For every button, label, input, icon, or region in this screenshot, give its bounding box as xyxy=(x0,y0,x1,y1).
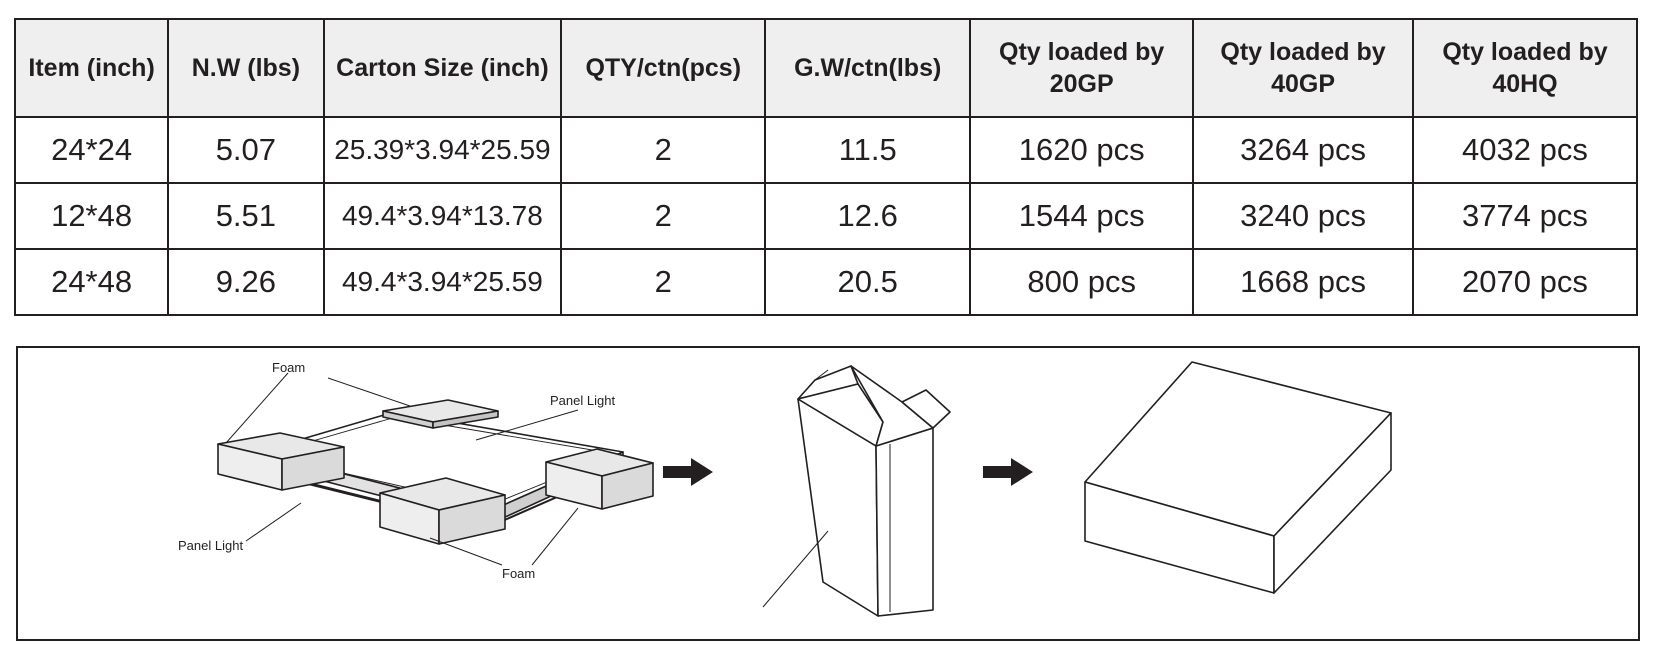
cell-qty-40gp: 3240 pcs xyxy=(1193,183,1413,249)
header-qty-per-carton: QTY/ctn(pcs) xyxy=(561,19,765,117)
foam-label-top: Foam xyxy=(272,360,306,375)
panel-light-label-top: Panel Light xyxy=(550,393,616,408)
cell-gross-weight: 11.5 xyxy=(765,117,970,183)
table-row xyxy=(15,249,1637,315)
cell-qty-per-carton: 2 xyxy=(561,117,765,183)
packing-process-illustration xyxy=(18,348,1638,639)
cell-qty-40hq: 3774 pcs xyxy=(1413,183,1637,249)
cell-item: 24*48 xyxy=(15,249,168,315)
cell-net-weight: 5.07 xyxy=(168,117,323,183)
cell-qty-40hq: 2070 pcs xyxy=(1413,249,1637,315)
cell-qty-20gp: 1620 pcs xyxy=(970,117,1193,183)
cell-gross-weight: 12.6 xyxy=(765,183,970,249)
table-header-row xyxy=(15,19,1637,117)
sealed-carton-icon xyxy=(1085,362,1391,593)
open-carton-icon xyxy=(763,366,950,616)
arrow-right-icon xyxy=(983,458,1033,486)
cell-gross-weight: 20.5 xyxy=(765,249,970,315)
table-row xyxy=(15,183,1637,249)
cell-qty-40gp: 1668 pcs xyxy=(1193,249,1413,315)
cell-qty-20gp: 800 pcs xyxy=(970,249,1193,315)
cell-net-weight: 5.51 xyxy=(168,183,323,249)
packing-spec-table xyxy=(14,18,1638,316)
cell-qty-per-carton: 2 xyxy=(561,183,765,249)
foam-label-bottom: Foam xyxy=(502,566,536,581)
cell-qty-per-carton: 2 xyxy=(561,249,765,315)
header-item: Item (inch) xyxy=(15,19,168,117)
cell-item: 24*24 xyxy=(15,117,168,183)
cell-item: 12*48 xyxy=(15,183,168,249)
cell-qty-20gp: 1544 pcs xyxy=(970,183,1193,249)
cell-qty-40gp: 3264 pcs xyxy=(1193,117,1413,183)
header-gross-weight: G.W/ctn(lbs) xyxy=(765,19,970,117)
header-qty-40hq: Qty loaded by 40HQ xyxy=(1413,19,1637,117)
header-net-weight: N.W (lbs) xyxy=(168,19,323,117)
table-row xyxy=(15,117,1637,183)
header-carton-size: Carton Size (inch) xyxy=(324,19,562,117)
cell-net-weight: 9.26 xyxy=(168,249,323,315)
cell-qty-40hq: 4032 pcs xyxy=(1413,117,1637,183)
packing-diagram xyxy=(16,346,1640,641)
panel-light-label-bottom: Panel Light xyxy=(178,538,244,553)
header-qty-20gp: Qty loaded by 20GP xyxy=(970,19,1193,117)
cell-carton-size: 49.4*3.94*25.59 xyxy=(324,249,562,315)
cell-carton-size: 25.39*3.94*25.59 xyxy=(324,117,562,183)
arrow-right-icon xyxy=(663,458,713,486)
header-qty-40gp: Qty loaded by 40GP xyxy=(1193,19,1413,117)
cell-carton-size: 49.4*3.94*13.78 xyxy=(324,183,562,249)
